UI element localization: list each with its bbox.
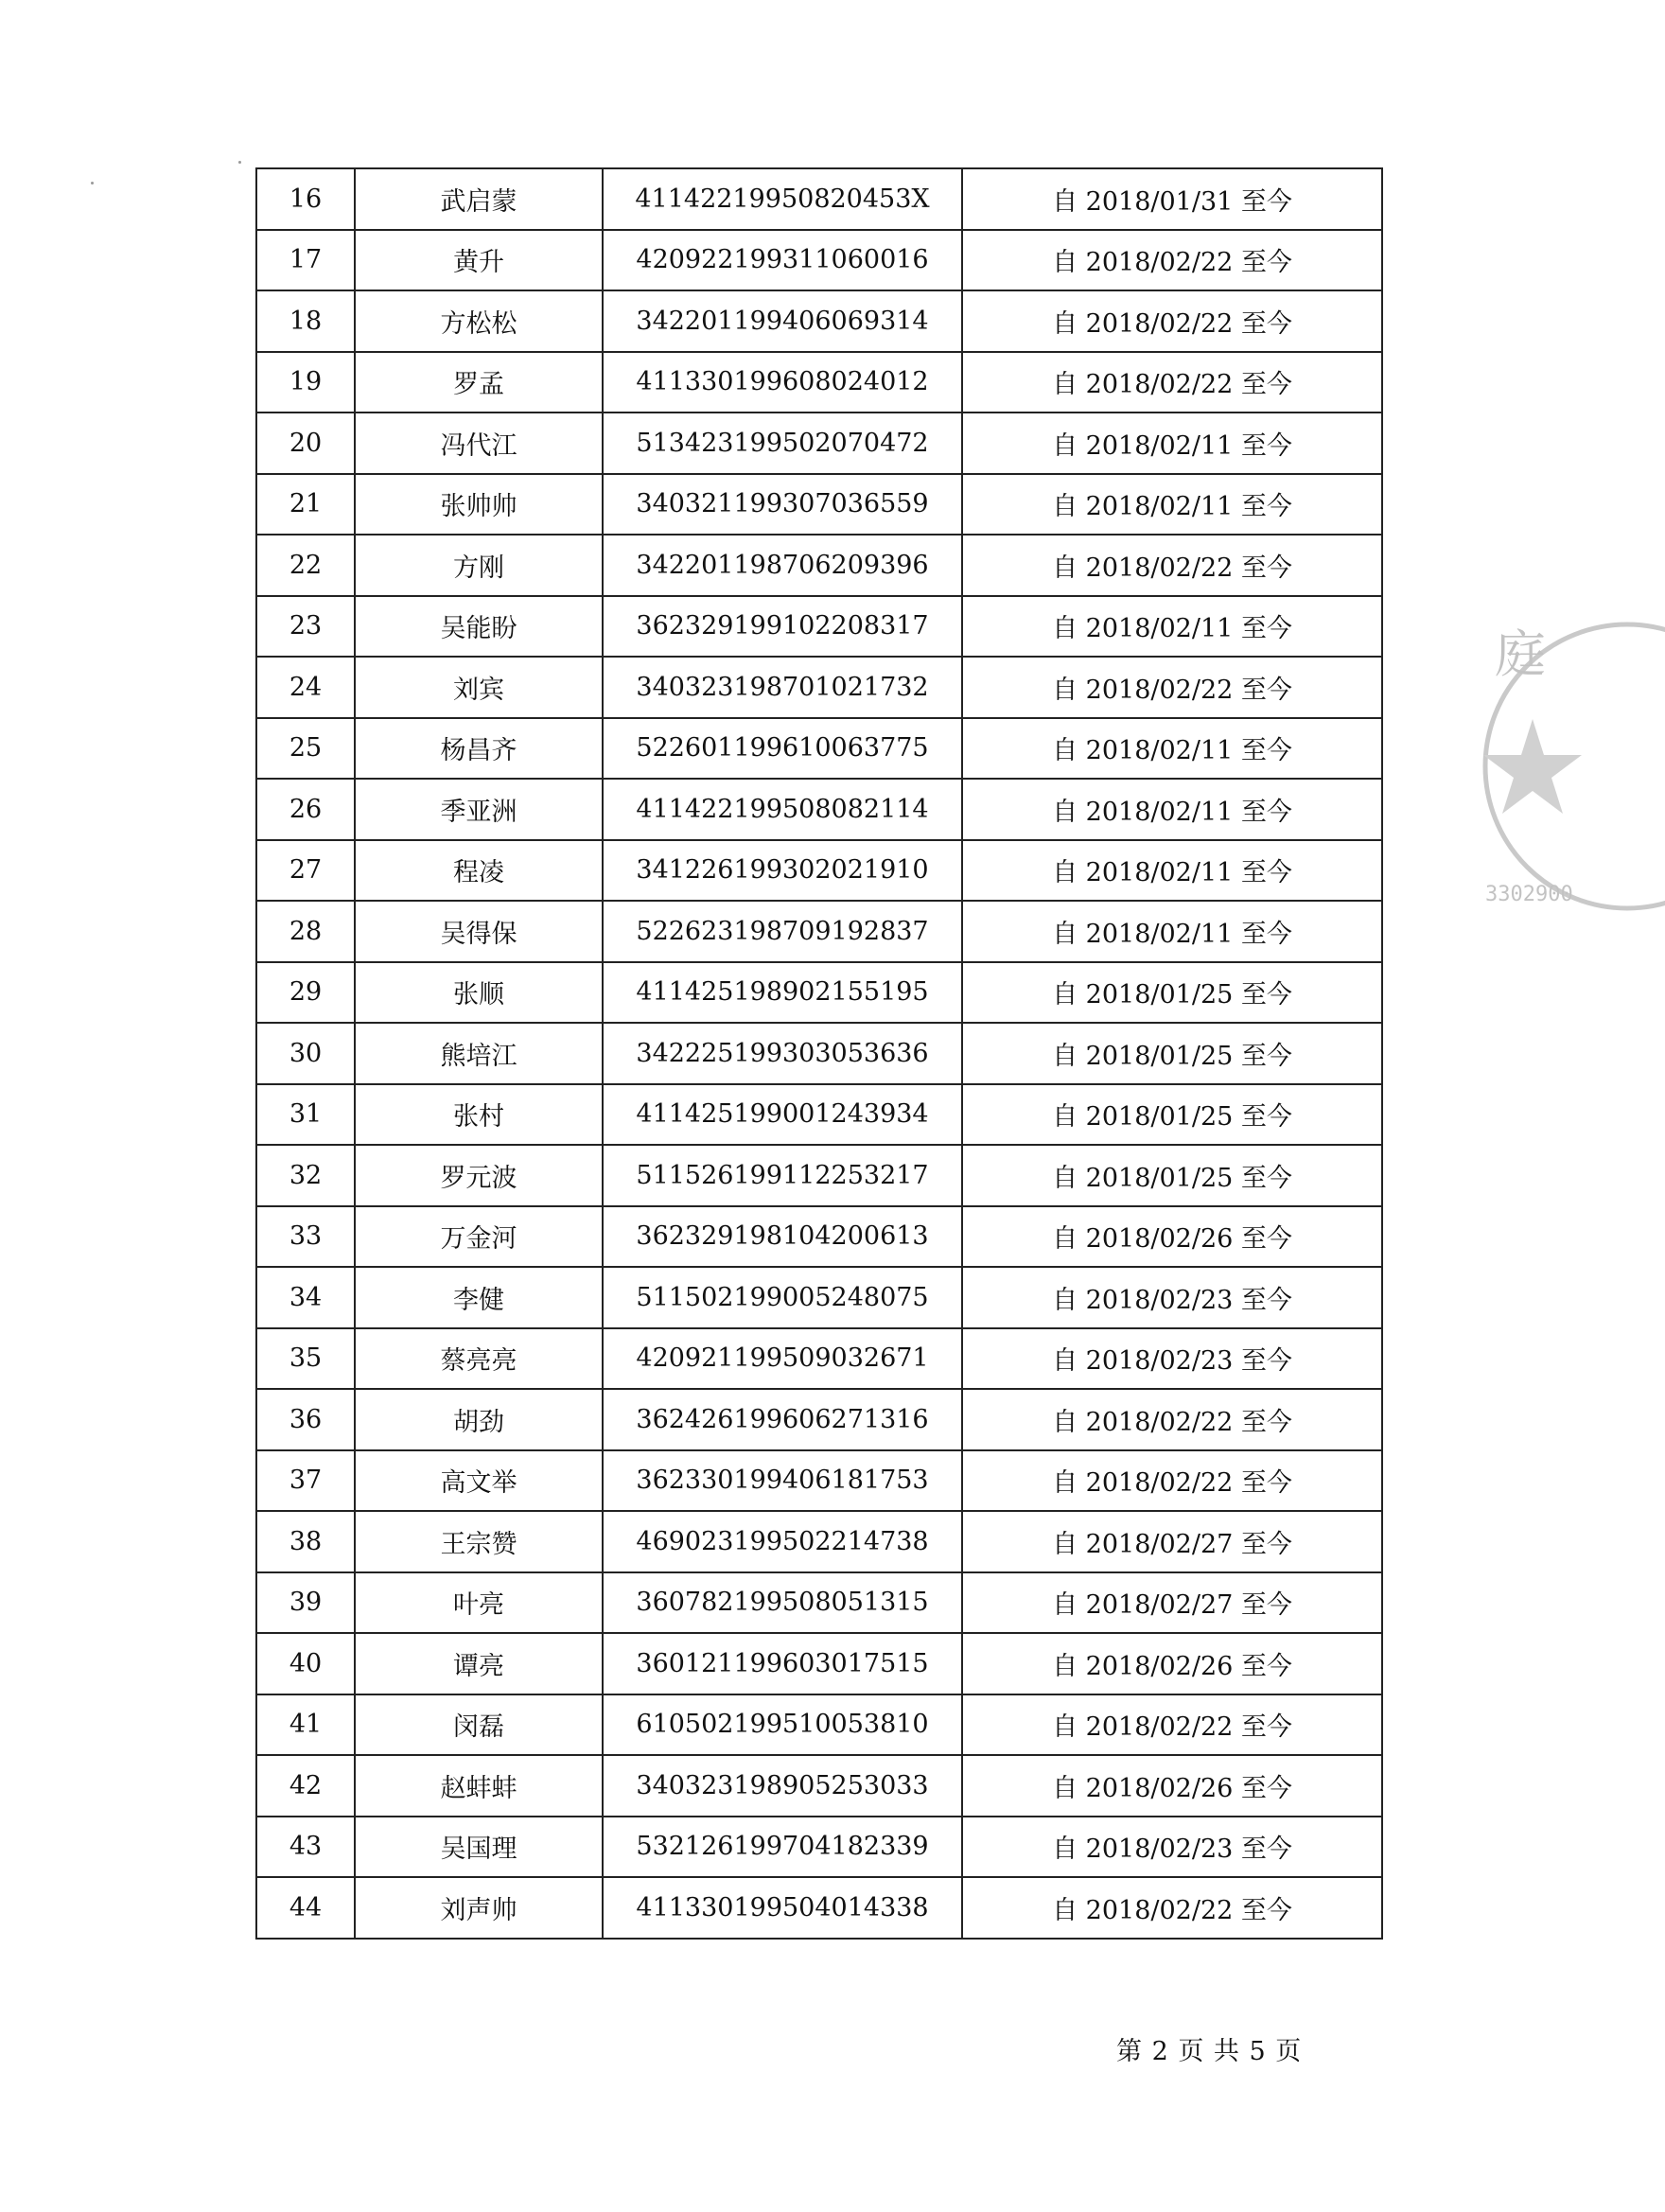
id-number-cell: 340323198701021732 — [603, 657, 962, 718]
employment-period-cell: 自 2018/01/25 至今 — [962, 1145, 1382, 1206]
table-row — [256, 290, 1382, 352]
table-row — [256, 1572, 1382, 1634]
employment-period-cell: 自 2018/02/22 至今 — [962, 1389, 1382, 1450]
employment-period-cell: 自 2018/02/22 至今 — [962, 657, 1382, 718]
name-cell: 黄升 — [355, 230, 603, 291]
employment-period-cell: 自 2018/02/22 至今 — [962, 290, 1382, 352]
name-cell: 熊培江 — [355, 1023, 603, 1084]
table-row — [256, 1267, 1382, 1328]
employment-period-cell: 自 2018/02/26 至今 — [962, 1755, 1382, 1817]
id-number-cell: 362330199406181753 — [603, 1450, 962, 1512]
table-row — [256, 718, 1382, 780]
id-number-cell: 411425199001243934 — [603, 1084, 962, 1146]
seal-glyph: 庭 — [1495, 624, 1546, 684]
table-row — [256, 1206, 1382, 1268]
name-cell: 高文举 — [355, 1450, 603, 1512]
employment-period-cell: 自 2018/02/23 至今 — [962, 1267, 1382, 1328]
name-cell: 罗元波 — [355, 1145, 603, 1206]
name-cell: 冯代江 — [355, 413, 603, 474]
row-number-cell: 17 — [256, 230, 355, 291]
table-row — [256, 1084, 1382, 1146]
name-cell: 叶亮 — [355, 1572, 603, 1634]
id-number-cell: 41142219950820453X — [603, 168, 962, 230]
employment-period-cell: 自 2018/02/11 至今 — [962, 718, 1382, 780]
row-number-cell: 37 — [256, 1450, 355, 1512]
id-number-cell: 420922199311060016 — [603, 230, 962, 291]
employment-period-cell: 自 2018/01/25 至今 — [962, 1023, 1382, 1084]
name-cell: 李健 — [355, 1267, 603, 1328]
name-cell: 程凌 — [355, 840, 603, 902]
employment-period-cell: 自 2018/02/26 至今 — [962, 1206, 1382, 1268]
name-cell: 张顺 — [355, 962, 603, 1024]
id-number-cell: 360782199508051315 — [603, 1572, 962, 1634]
employment-period-cell: 自 2018/02/11 至今 — [962, 840, 1382, 902]
table-row — [256, 840, 1382, 902]
employee-table-body — [256, 168, 1382, 1939]
employment-period-cell: 自 2018/02/22 至今 — [962, 1877, 1382, 1939]
name-cell: 吴国理 — [355, 1817, 603, 1878]
employment-period-cell: 自 2018/02/23 至今 — [962, 1328, 1382, 1390]
row-number-cell: 38 — [256, 1511, 355, 1572]
name-cell: 罗孟 — [355, 352, 603, 413]
table-row — [256, 535, 1382, 596]
table-row — [256, 413, 1382, 474]
id-number-cell: 362329198104200613 — [603, 1206, 962, 1268]
id-number-cell: 341226199302021910 — [603, 840, 962, 902]
table-row — [256, 230, 1382, 291]
row-number-cell: 43 — [256, 1817, 355, 1878]
name-cell: 方松松 — [355, 290, 603, 352]
table-row — [256, 168, 1382, 230]
id-number-cell: 511502199005248075 — [603, 1267, 962, 1328]
employment-period-cell: 自 2018/02/11 至今 — [962, 901, 1382, 962]
row-number-cell: 16 — [256, 168, 355, 230]
row-number-cell: 41 — [256, 1694, 355, 1756]
employment-period-cell: 自 2018/02/23 至今 — [962, 1817, 1382, 1878]
id-number-cell: 362426199606271316 — [603, 1389, 962, 1450]
id-number-cell: 532126199704182339 — [603, 1817, 962, 1878]
name-cell: 方刚 — [355, 535, 603, 596]
name-cell: 刘声帅 — [355, 1877, 603, 1939]
table-row — [256, 1511, 1382, 1572]
table-row — [256, 474, 1382, 535]
id-number-cell: 360121199603017515 — [603, 1633, 962, 1694]
employment-period-cell: 自 2018/02/11 至今 — [962, 596, 1382, 658]
row-number-cell: 19 — [256, 352, 355, 413]
name-cell: 吴得保 — [355, 901, 603, 962]
row-number-cell: 40 — [256, 1633, 355, 1694]
id-number-cell: 342201198706209396 — [603, 535, 962, 596]
row-number-cell: 33 — [256, 1206, 355, 1268]
table-row — [256, 1145, 1382, 1206]
row-number-cell: 21 — [256, 474, 355, 535]
employment-period-cell: 自 2018/02/11 至今 — [962, 474, 1382, 535]
id-number-cell: 513423199502070472 — [603, 413, 962, 474]
id-number-cell: 342225199303053636 — [603, 1023, 962, 1084]
table-row — [256, 1450, 1382, 1512]
id-number-cell: 411330199608024012 — [603, 352, 962, 413]
row-number-cell: 26 — [256, 779, 355, 840]
name-cell: 吴能盼 — [355, 596, 603, 658]
table-row — [256, 779, 1382, 840]
employment-period-cell: 自 2018/02/27 至今 — [962, 1572, 1382, 1634]
name-cell: 刘宾 — [355, 657, 603, 718]
official-seal-stamp — [1476, 596, 1665, 937]
id-number-cell: 340323198905253033 — [603, 1755, 962, 1817]
id-number-cell: 420921199509032671 — [603, 1328, 962, 1390]
id-number-cell: 610502199510053810 — [603, 1694, 962, 1756]
employment-period-cell: 自 2018/02/11 至今 — [962, 779, 1382, 840]
row-number-cell: 22 — [256, 535, 355, 596]
employment-period-cell: 自 2018/02/22 至今 — [962, 352, 1382, 413]
table-row — [256, 596, 1382, 658]
table-row — [256, 901, 1382, 962]
employment-period-cell: 自 2018/02/22 至今 — [962, 230, 1382, 291]
employment-period-cell: 自 2018/01/25 至今 — [962, 1084, 1382, 1146]
table-row — [256, 962, 1382, 1024]
id-number-cell: 522623198709192837 — [603, 901, 962, 962]
name-cell: 万金河 — [355, 1206, 603, 1268]
employment-period-cell: 自 2018/02/26 至今 — [962, 1633, 1382, 1694]
name-cell: 蔡亮亮 — [355, 1328, 603, 1390]
id-number-cell: 411422199508082114 — [603, 779, 962, 840]
id-number-cell: 340321199307036559 — [603, 474, 962, 535]
seal-code: 3302900 — [1485, 883, 1573, 906]
id-number-cell: 411330199504014338 — [603, 1877, 962, 1939]
table-row — [256, 1389, 1382, 1450]
name-cell: 武启蒙 — [355, 168, 603, 230]
name-cell: 赵蚌蚌 — [355, 1755, 603, 1817]
table-row — [256, 1877, 1382, 1939]
row-number-cell: 23 — [256, 596, 355, 658]
employment-period-cell: 自 2018/02/11 至今 — [962, 413, 1382, 474]
table-row — [256, 1755, 1382, 1817]
row-number-cell: 24 — [256, 657, 355, 718]
employment-period-cell: 自 2018/01/31 至今 — [962, 168, 1382, 230]
name-cell: 季亚洲 — [355, 779, 603, 840]
row-number-cell: 27 — [256, 840, 355, 902]
row-number-cell: 30 — [256, 1023, 355, 1084]
row-number-cell: 18 — [256, 290, 355, 352]
row-number-cell: 35 — [256, 1328, 355, 1390]
row-number-cell: 29 — [256, 962, 355, 1024]
employment-period-cell: 自 2018/02/27 至今 — [962, 1511, 1382, 1572]
name-cell: 张帅帅 — [355, 474, 603, 535]
employee-table — [255, 167, 1383, 1940]
name-cell: 杨昌齐 — [355, 718, 603, 780]
name-cell: 王宗赞 — [355, 1511, 603, 1572]
name-cell: 胡劲 — [355, 1389, 603, 1450]
row-number-cell: 34 — [256, 1267, 355, 1328]
row-number-cell: 31 — [256, 1084, 355, 1146]
employment-period-cell: 自 2018/02/22 至今 — [962, 535, 1382, 596]
id-number-cell: 522601199610063775 — [603, 718, 962, 780]
scan-speck — [91, 182, 94, 184]
row-number-cell: 36 — [256, 1389, 355, 1450]
name-cell: 闵磊 — [355, 1694, 603, 1756]
id-number-cell: 411425198902155195 — [603, 962, 962, 1024]
table-row — [256, 1023, 1382, 1084]
table-row — [256, 657, 1382, 718]
employment-period-cell: 自 2018/01/25 至今 — [962, 962, 1382, 1024]
seal-star-icon — [1483, 719, 1582, 814]
employment-period-cell: 自 2018/02/22 至今 — [962, 1694, 1382, 1756]
row-number-cell: 42 — [256, 1755, 355, 1817]
row-number-cell: 25 — [256, 718, 355, 780]
id-number-cell: 362329199102208317 — [603, 596, 962, 658]
row-number-cell: 44 — [256, 1877, 355, 1939]
id-number-cell: 511526199112253217 — [603, 1145, 962, 1206]
id-number-cell: 469023199502214738 — [603, 1511, 962, 1572]
name-cell: 张村 — [355, 1084, 603, 1146]
scan-speck — [238, 161, 241, 164]
table-row — [256, 352, 1382, 413]
table-row — [256, 1633, 1382, 1694]
table-row — [256, 1694, 1382, 1756]
table-row — [256, 1817, 1382, 1878]
employment-period-cell: 自 2018/02/22 至今 — [962, 1450, 1382, 1512]
row-number-cell: 39 — [256, 1572, 355, 1634]
row-number-cell: 28 — [256, 901, 355, 962]
page-number: 第 2 页 共 5 页 — [1116, 2037, 1303, 2066]
row-number-cell: 20 — [256, 413, 355, 474]
row-number-cell: 32 — [256, 1145, 355, 1206]
table-row — [256, 1328, 1382, 1390]
name-cell: 谭亮 — [355, 1633, 603, 1694]
id-number-cell: 342201199406069314 — [603, 290, 962, 352]
